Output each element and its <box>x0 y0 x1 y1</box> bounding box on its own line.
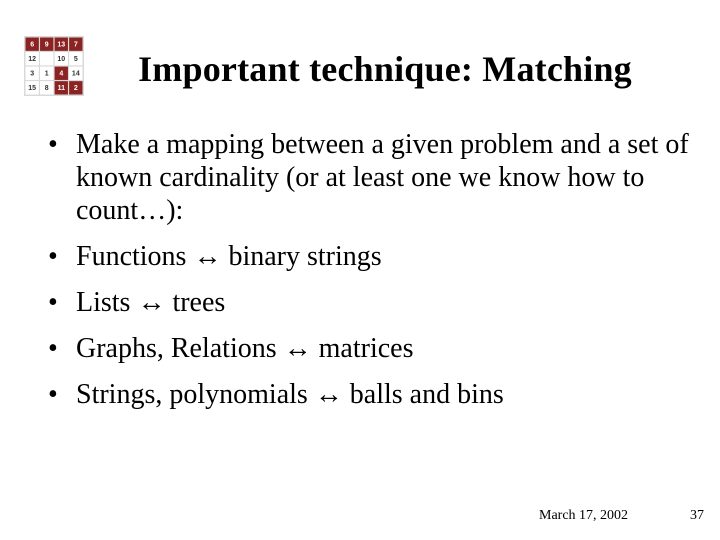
logo-cell-number: 10 <box>57 56 66 64</box>
logo-cell <box>40 52 53 65</box>
bullet-item-strings <box>48 378 698 411</box>
logo-cell-number: 6 <box>30 41 35 49</box>
page-number: 37 <box>690 508 704 523</box>
logo-cell-number: 14 <box>71 70 80 78</box>
bullet-item-mapping <box>48 128 698 227</box>
bullet-dot: • <box>48 129 58 160</box>
bullet-text: Strings, polynomials ↔ balls and bins <box>76 379 504 410</box>
bullet-item-graphs <box>48 332 698 365</box>
logo-cell-number: 5 <box>73 56 78 64</box>
logo-cell-number: 9 <box>44 41 49 49</box>
logo-cell-number: 11 <box>57 85 65 93</box>
bullet-dot: • <box>48 333 58 364</box>
bullet-item-functions <box>48 240 698 273</box>
bullet-text: Graphs, Relations ↔ matrices <box>76 333 414 364</box>
logo-cell-number: 4 <box>59 70 64 78</box>
bullet-text: Make a mapping between a given problem and a set of known cardinality (or at least one we know how to count…): <box>76 129 689 226</box>
logo-cell-number: 3 <box>30 70 35 78</box>
bullet-dot: • <box>48 287 58 318</box>
bullet-list <box>48 128 698 424</box>
logo-cell-number: 15 <box>28 85 37 93</box>
bullet-text: Lists ↔ trees <box>76 287 226 318</box>
logo-cell-number: 8 <box>44 85 49 93</box>
slide-title: Important technique: Matching <box>138 49 632 89</box>
bullet-dot: • <box>48 379 58 410</box>
logo-cell-number: 7 <box>73 41 78 49</box>
logo-cell-number: 1 <box>44 70 49 78</box>
bullet-dot: • <box>48 241 58 272</box>
bullet-item-lists <box>48 286 698 319</box>
footer-date: March 17, 2002 <box>539 508 629 523</box>
logo-cell-number: 2 <box>73 85 78 93</box>
logo-cell-number: 12 <box>28 56 37 64</box>
number-grid-logo-icon <box>24 36 84 96</box>
logo-cell-number: 13 <box>57 41 66 49</box>
bullet-text: Functions ↔ binary strings <box>76 241 382 272</box>
